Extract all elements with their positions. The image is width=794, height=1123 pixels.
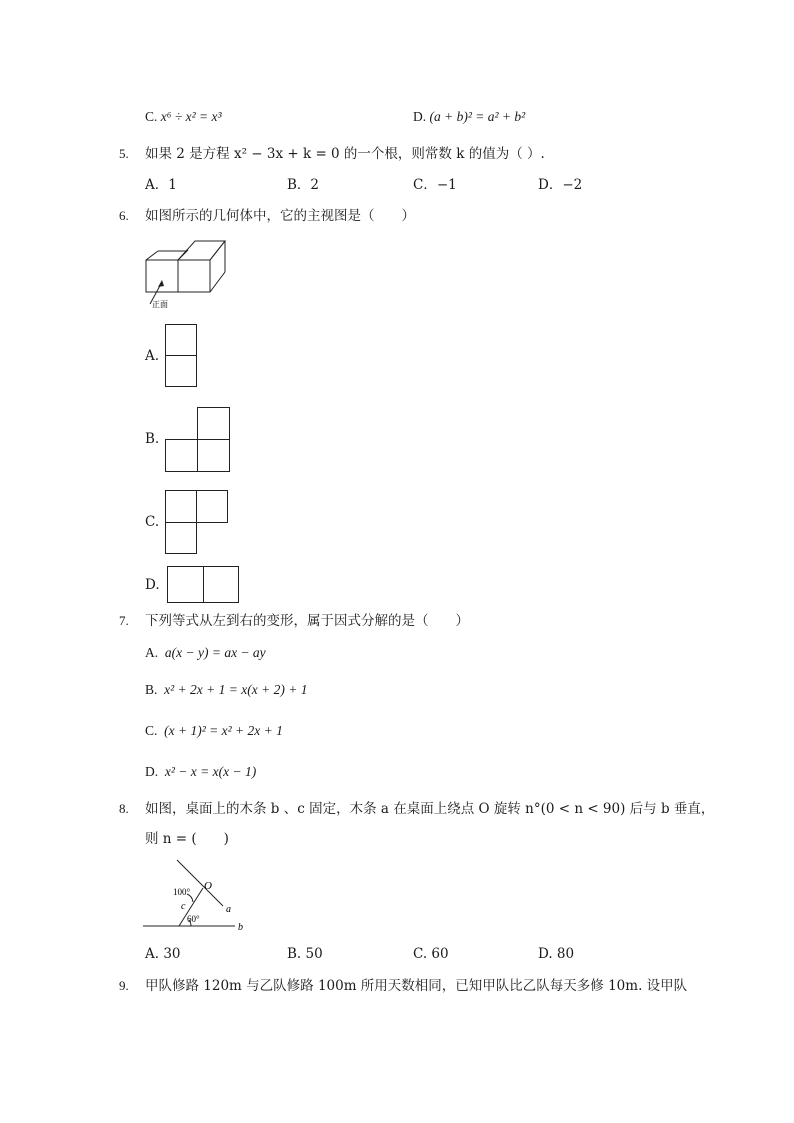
- q4-option-d-label: D.: [413, 109, 427, 124]
- q8-line-c-label: c: [181, 901, 186, 912]
- q8-stem-line2: 则 n = ( ): [145, 831, 229, 847]
- q5-stem: 如果 2 是方程 x² − 3x + k = 0 的一个根，则常数 k 的值为（ ）.: [145, 146, 545, 162]
- q6-option-c-label[interactable]: C.: [145, 514, 160, 530]
- q5-option-d[interactable]: D．−2: [538, 177, 583, 193]
- q8-angle2-label: 60°: [187, 914, 200, 924]
- q7-option-c[interactable]: [145, 722, 283, 740]
- q8-angle-figure: [143, 858, 248, 936]
- q4-option-d-expr: (a + b)² = a² + b²: [429, 109, 526, 124]
- q7-stem: 下列等式从左到右的变形，属于因式分解的是（ ）: [145, 613, 469, 629]
- q8-option-d[interactable]: D. 80: [538, 946, 575, 962]
- q8-line-b-label: b: [238, 922, 243, 933]
- q7-option-c-expr: (x + 1)² = x² + 2x + 1: [164, 723, 283, 738]
- q7-option-b[interactable]: [145, 681, 307, 699]
- q4-option-c-expr: x⁶ ÷ x² = x³: [160, 109, 222, 124]
- q7-number: 7.: [119, 613, 129, 628]
- q7-option-a-label: A.: [145, 645, 159, 660]
- q9-number: 9.: [119, 978, 129, 993]
- q8-stem-line1: 如图，桌面上的木条 b 、c 固定，木条 a 在桌面上绕点 O 旋转 n°(0 < n < 90) 后与 b 垂直，: [145, 801, 715, 817]
- q5-option-b[interactable]: B．2: [287, 177, 320, 193]
- q4-option-c-label: C.: [145, 109, 158, 124]
- q6-option-a-label[interactable]: A.: [145, 348, 160, 364]
- q8-angle1-label: 100°: [173, 887, 191, 897]
- q7-option-a-expr: a(x − y) = ax − ay: [164, 645, 266, 660]
- q6-option-d-label[interactable]: D.: [145, 577, 160, 593]
- q6-solid-figure: [140, 232, 240, 312]
- q6-option-b-label[interactable]: B.: [145, 431, 160, 447]
- q7-option-a[interactable]: [145, 644, 266, 662]
- q4-option-d[interactable]: [413, 108, 525, 126]
- q5-number: 5.: [119, 146, 129, 161]
- q5-option-c[interactable]: C．−1: [413, 177, 457, 193]
- q6-option-b-figure[interactable]: [165, 407, 230, 473]
- q6-front-label: 正面: [152, 300, 168, 309]
- q6-option-c-figure[interactable]: [165, 490, 229, 555]
- q6-stem: 如图所示的几何体中，它的主视图是（ ）: [145, 208, 415, 224]
- q4-option-c[interactable]: [145, 108, 222, 126]
- q8-option-c[interactable]: C. 60: [413, 946, 449, 962]
- q7-option-d-expr: x² − x = x(x − 1): [164, 764, 257, 779]
- q7-option-b-label: B.: [145, 682, 158, 697]
- q6-option-d-figure[interactable]: [167, 566, 240, 604]
- q9-stem: 甲队修路 120m 与乙队修路 100m 所用天数相同，已知甲队比乙队每天多修 10m. 设甲队: [145, 978, 688, 994]
- q7-option-b-expr: x² + 2x + 1 = x(x + 2) + 1: [164, 682, 308, 697]
- q7-option-c-label: C.: [145, 723, 158, 738]
- q5-option-a[interactable]: A．1: [145, 177, 177, 193]
- q8-number: 8.: [119, 801, 129, 816]
- q8-line-a-label: a: [226, 904, 231, 915]
- q6-number: 6.: [119, 208, 129, 223]
- q6-option-a-figure[interactable]: [165, 324, 197, 388]
- q8-option-a[interactable]: A. 30: [145, 946, 181, 962]
- q7-option-d-label: D.: [145, 764, 159, 779]
- q8-option-b[interactable]: B. 50: [287, 946, 323, 962]
- q7-option-d[interactable]: [145, 763, 256, 781]
- q8-point-o-label: O: [204, 880, 212, 892]
